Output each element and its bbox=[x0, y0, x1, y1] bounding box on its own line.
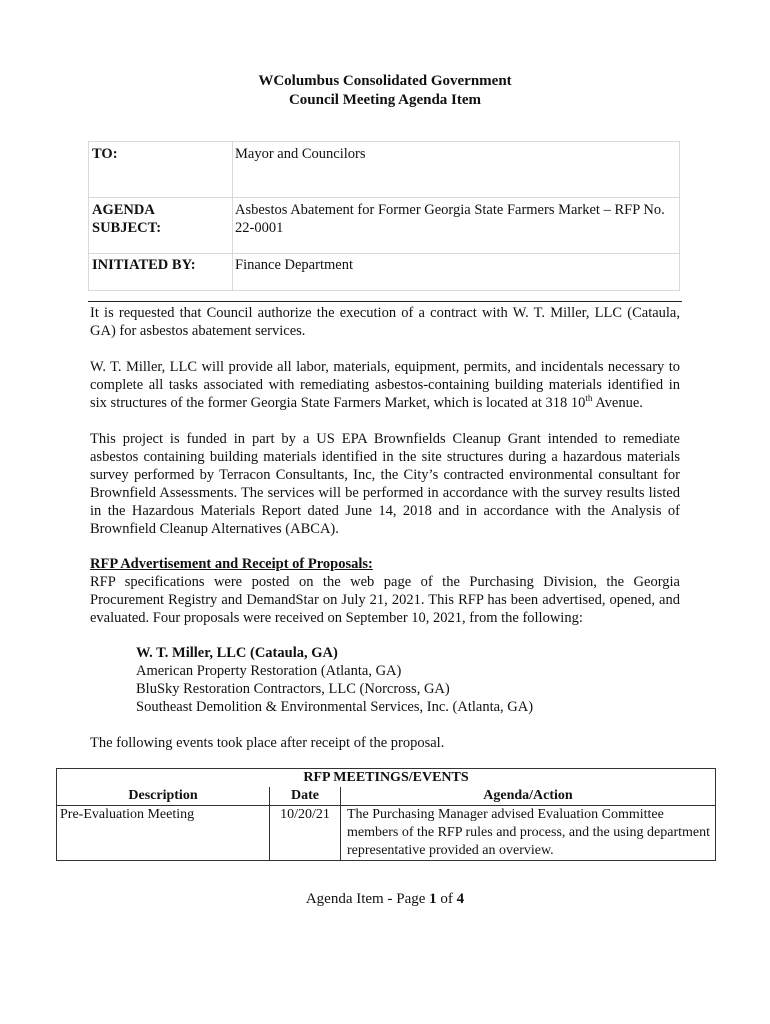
vendor-item: W. T. Miller, LLC (Cataula, GA) bbox=[136, 645, 338, 661]
scope-paragraph bbox=[90, 358, 680, 412]
events-title: RFP MEETINGS/EVENTS bbox=[57, 769, 716, 788]
event-date: 10/20/21 bbox=[270, 806, 341, 861]
vendor-item: Southeast Demolition & Environmental Services, Inc. (Atlanta, GA) bbox=[136, 699, 534, 715]
ordinal-suffix: th bbox=[585, 393, 593, 404]
initiated-label: INITIATED BY: bbox=[89, 254, 233, 291]
rfp-heading: RFP Advertisement and Receipt of Proposals: bbox=[90, 556, 373, 572]
events-table bbox=[56, 768, 716, 861]
document-title: Council Meeting Agenda Item bbox=[288, 92, 482, 108]
to-row bbox=[89, 142, 680, 198]
routing-info-table bbox=[88, 141, 680, 291]
events-header-row bbox=[57, 787, 716, 806]
footer-page-total: 4 bbox=[456, 891, 465, 907]
footer-page-number: 1 bbox=[429, 891, 437, 907]
event-description: Pre-Evaluation Meeting bbox=[57, 806, 270, 861]
page-footer bbox=[0, 890, 770, 908]
event-agenda: The Purchasing Manager advised Evaluation Committee members of the RFP rules and process, and the using department representative provided an overview. bbox=[341, 806, 716, 861]
vendor-item: BluSky Restoration Contractors, LLC (Norcross, GA) bbox=[136, 681, 450, 697]
footer-of: of bbox=[436, 891, 457, 907]
subject-label bbox=[89, 198, 233, 254]
document-header bbox=[0, 72, 770, 110]
subject-label-line2: SUBJECT: bbox=[92, 220, 162, 236]
vendor-list bbox=[136, 644, 656, 716]
table-row bbox=[57, 806, 716, 861]
subject-row bbox=[89, 198, 680, 254]
initiated-row bbox=[89, 254, 680, 291]
rfp-paragraph: RFP specifications were posted on the web page of the Purchasing Division, the Georgia Procurement Registry and DemandStar on July 21, 2021. This RFP has been advertised, opened, and evaluated. Four proposals were received on September 10, 2021, from the following: bbox=[90, 574, 680, 626]
request-paragraph: It is requested that Council authorize the execution of a contract with W. T. Miller, LLC (Cataula, GA) for asbestos abatement services. bbox=[90, 305, 680, 339]
rfp-section bbox=[90, 555, 680, 627]
col-date: Date bbox=[270, 787, 341, 806]
scope-text: W. T. Miller, LLC will provide all labor, materials, equipment, permits, and incidentals necessary to complete all tasks associated with remediating asbestos-containing building materials identified in six structures of the former Georgia State Farmers Market, which is located at 318 10 bbox=[90, 359, 680, 411]
scope-text-end: Avenue. bbox=[592, 395, 643, 411]
subject-label-line1: AGENDA bbox=[92, 202, 155, 218]
to-label: TO: bbox=[89, 142, 233, 198]
events-title-row bbox=[57, 769, 716, 788]
footer-prefix: Agenda Item - Page bbox=[305, 891, 430, 907]
subject-value: Asbestos Abatement for Former Georgia State Farmers Market – RFP No. 22-0001 bbox=[233, 198, 680, 254]
funding-paragraph: This project is funded in part by a US EPA Brownfields Cleanup Grant intended to remediate asbestos containing building materials identified in the site structures during a hazardous materials survey performed by Terracon Consultants, Inc, the City’s contracted environmental consultant for Brownfield Assessments. The services will be performed in accordance with the survey results listed in the Hazardous Materials Report dated June 14, 2018 and in accordance with the Analysis of Brownfield Cleanup Alternatives (ABCA). bbox=[90, 431, 680, 537]
vendor-item: American Property Restoration (Atlanta, GA) bbox=[136, 663, 402, 679]
col-agenda: Agenda/Action bbox=[341, 787, 716, 806]
events-intro: The following events took place after receipt of the proposal. bbox=[90, 735, 445, 751]
section-divider bbox=[88, 301, 682, 302]
organization-title: WColumbus Consolidated Government bbox=[258, 73, 512, 89]
initiated-value: Finance Department bbox=[233, 254, 680, 291]
col-description: Description bbox=[57, 787, 270, 806]
to-value: Mayor and Councilors bbox=[233, 142, 680, 198]
